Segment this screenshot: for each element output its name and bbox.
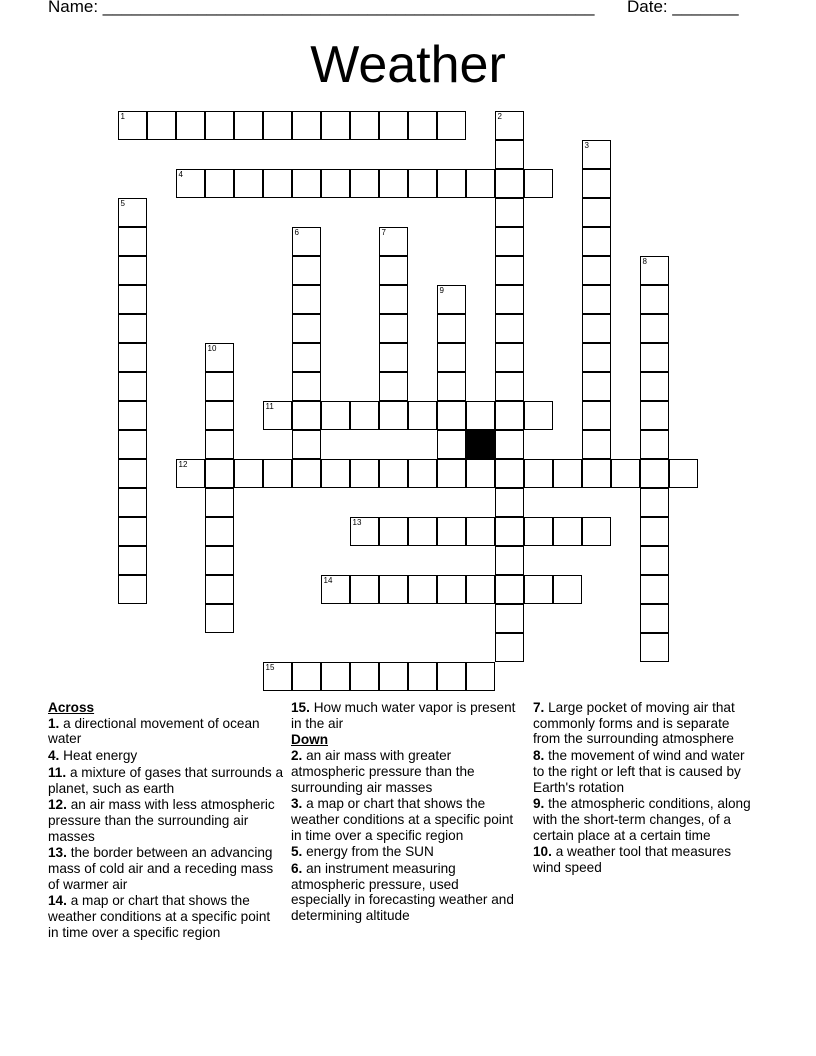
cell-number: 8 [642,256,647,266]
crossword-block [466,430,495,459]
clue-text: How much water vapor is present in the air [291,700,516,731]
crossword-cell[interactable] [118,575,147,604]
crossword-cell[interactable] [118,314,147,343]
clue-column-1 [48,700,284,942]
crossword-cell[interactable] [379,256,408,285]
crossword-cell[interactable] [495,256,524,285]
clue-text: an air mass with less atmospheric pressure than the surrounding air masses [48,797,275,844]
crossword-cell[interactable] [379,169,408,198]
crossword-cell[interactable] [379,662,408,691]
crossword-cell[interactable] [640,488,669,517]
clue-number: 14. [48,893,67,909]
crossword-cell[interactable] [437,662,466,691]
clue-text: an instrument measuring atmospheric pressure, used especially in forecasting weather and determining altitude [291,861,514,924]
crossword-cell[interactable] [437,401,466,430]
crossword-cell[interactable] [466,662,495,691]
crossword-cell[interactable] [350,662,379,691]
crossword-cell[interactable] [437,169,466,198]
crossword-cell[interactable] [466,169,495,198]
crossword-cell[interactable] [379,314,408,343]
crossword-cell[interactable] [292,169,321,198]
crossword-cell[interactable] [553,459,582,488]
crossword-cell[interactable] [292,227,321,256]
crossword-cell[interactable] [495,459,524,488]
crossword-cell[interactable] [524,575,553,604]
crossword-cell[interactable] [379,459,408,488]
crossword-cell[interactable] [205,488,234,517]
cell-number: 13 [352,517,362,527]
crossword-cell[interactable] [118,430,147,459]
crossword-cell[interactable] [408,575,437,604]
clue-across-1 [48,716,284,747]
crossword-cell[interactable] [495,285,524,314]
crossword-cell[interactable] [350,517,379,546]
crossword-cell[interactable] [495,169,524,198]
crossword-cell[interactable] [118,343,147,372]
crossword-cell[interactable] [495,111,524,140]
clue-text: a mixture of gases that surrounds a planet, such as earth [48,764,284,796]
crossword-cell[interactable] [640,517,669,546]
clue-column-2 [291,700,521,925]
crossword-cell[interactable] [292,111,321,140]
clue-number: 7. [533,700,545,715]
crossword-cell[interactable] [321,575,350,604]
crossword-cell[interactable] [379,227,408,256]
crossword-cell[interactable] [118,198,147,227]
crossword-cell[interactable] [292,343,321,372]
crossword-cell[interactable] [495,140,524,169]
crossword-cell[interactable] [495,372,524,401]
clue-text: a map or chart that shows the weather conditions at a specific point in time over a specific region [48,893,271,940]
crossword-cell[interactable] [379,575,408,604]
crossword-cell[interactable] [669,459,698,488]
crossword-cell[interactable] [263,169,292,198]
cell-number: 6 [294,227,299,237]
clue-number: 6. [291,861,303,877]
crossword-cell[interactable] [234,111,263,140]
crossword-cell[interactable] [640,285,669,314]
crossword-cell[interactable] [350,111,379,140]
across-heading: Across [48,700,95,715]
crossword-cell[interactable] [321,111,350,140]
crossword-cell[interactable] [118,227,147,256]
crossword-cell[interactable] [437,575,466,604]
crossword-cell[interactable] [466,517,495,546]
clue-across-13 [48,845,284,892]
crossword-cell[interactable] [292,459,321,488]
crossword-cell[interactable] [205,372,234,401]
crossword-cell[interactable] [640,633,669,662]
crossword-cell[interactable] [495,227,524,256]
crossword-cell[interactable] [321,169,350,198]
crossword-cell[interactable] [234,169,263,198]
page-title: Weather [310,36,506,94]
clue-down-8 [533,748,755,795]
clue-number: 12. [48,797,67,813]
crossword-cell[interactable] [292,285,321,314]
crossword-cell[interactable] [292,662,321,691]
clue-across-14 [48,893,284,940]
crossword-cell[interactable] [321,662,350,691]
cell-number: 10 [207,343,217,353]
clue-text: Large pocket of moving air that commonly forms and is separate from the surrounding atmosphere [533,700,735,747]
clue-number: 5. [291,844,303,860]
crossword-cell[interactable] [437,430,466,459]
crossword-cell[interactable] [582,198,611,227]
crossword-cell[interactable] [176,459,205,488]
crossword-cell[interactable] [495,430,524,459]
crossword-cell[interactable] [640,256,669,285]
crossword-cell[interactable] [495,517,524,546]
clue-number: 1. [48,715,60,731]
crossword-cell[interactable] [495,401,524,430]
crossword-cell[interactable] [640,372,669,401]
crossword-cell[interactable] [466,459,495,488]
clue-down-9 [533,796,755,843]
down-heading: Down [291,732,328,748]
crossword-cell[interactable] [292,256,321,285]
cell-number: 5 [120,198,125,208]
crossword-cell[interactable] [205,517,234,546]
crossword-cell[interactable] [118,256,147,285]
crossword-cell[interactable] [553,575,582,604]
crossword-cell[interactable] [437,314,466,343]
crossword-cell[interactable] [118,372,147,401]
crossword-cell[interactable] [118,517,147,546]
clue-down-7 [533,700,755,747]
crossword-cell[interactable] [582,140,611,169]
crossword-cell[interactable] [118,546,147,575]
crossword-cell[interactable] [408,111,437,140]
clue-column-3 [533,700,755,877]
crossword-cell[interactable] [205,111,234,140]
clue-number: 11. [48,764,67,780]
crossword-cell[interactable] [495,198,524,227]
crossword-cell[interactable] [118,285,147,314]
crossword-cell[interactable] [582,314,611,343]
crossword-cell[interactable] [118,401,147,430]
clue-text: a directional movement of ocean water [48,715,260,747]
crossword-cell[interactable] [118,488,147,517]
crossword-cell[interactable] [263,401,292,430]
cell-number: 9 [439,285,444,295]
clue-down-10 [533,844,755,875]
crossword-cell[interactable] [350,575,379,604]
crossword-cell[interactable] [437,285,466,314]
clue-number: 13. [48,845,67,861]
crossword-cell[interactable] [408,169,437,198]
cell-number: 3 [584,140,589,150]
clue-number: 3. [291,796,303,812]
crossword-cell[interactable] [118,111,147,140]
crossword-cell[interactable] [205,401,234,430]
clue-number: 10. [533,844,552,860]
crossword-cell[interactable] [437,343,466,372]
cell-number: 2 [497,111,502,121]
crossword-cell[interactable] [350,169,379,198]
crossword-cell[interactable] [350,459,379,488]
clue-down-3 [291,796,521,843]
cell-number: 15 [265,662,275,672]
crossword-cell[interactable] [495,546,524,575]
crossword-cell[interactable] [582,372,611,401]
crossword-cell[interactable] [582,401,611,430]
crossword-cell[interactable] [379,111,408,140]
crossword-cell[interactable] [524,401,553,430]
crossword-cell[interactable] [640,430,669,459]
crossword-cell[interactable] [495,314,524,343]
clue-text: Heat energy [63,748,138,764]
crossword-cell[interactable] [205,459,234,488]
crossword-cell[interactable] [495,343,524,372]
crossword-cell[interactable] [495,604,524,633]
clue-number: 2. [291,748,303,764]
crossword-cell[interactable] [379,343,408,372]
crossword-cell[interactable] [379,401,408,430]
crossword-cell[interactable] [582,227,611,256]
crossword-cell[interactable] [205,343,234,372]
crossword-cell[interactable] [582,430,611,459]
name-field[interactable]: Name: ____________________________________________________ [48,0,595,16]
crossword-cell[interactable] [437,372,466,401]
crossword-cell[interactable] [205,604,234,633]
crossword-cell[interactable] [292,372,321,401]
crossword-cell[interactable] [205,169,234,198]
clue-down-5 [291,844,521,860]
crossword-cell[interactable] [263,662,292,691]
clue-text: a weather tool that measures wind speed [533,844,731,876]
crossword-cell[interactable] [205,430,234,459]
crossword-cell[interactable] [466,575,495,604]
crossword-cell[interactable] [640,314,669,343]
crossword-cell[interactable] [524,169,553,198]
crossword-cell[interactable] [640,575,669,604]
clue-number: 8. [533,748,545,764]
crossword-cell[interactable] [640,401,669,430]
crossword-cell[interactable] [582,343,611,372]
crossword-cell[interactable] [292,430,321,459]
crossword-cell[interactable] [495,633,524,662]
clue-number: 4. [48,748,60,764]
crossword-cell[interactable] [292,314,321,343]
date-field[interactable]: Date: _______ [627,0,739,16]
clue-text: a map or chart that shows the weather conditions at a specific point in time over a specific region [291,796,514,843]
cell-number: 4 [178,169,183,179]
clue-number: 9. [533,796,545,812]
clue-text: the border between an advancing mass of cold air and a receding mass of warmer air [48,845,274,892]
crossword-cell[interactable] [495,488,524,517]
clue-text: the atmospheric conditions, along with the short-term changes, of a certain place at a certain time [533,796,751,843]
cell-number: 7 [381,227,386,237]
crossword-cell[interactable] [234,459,263,488]
crossword-cell[interactable] [640,343,669,372]
crossword-cell[interactable] [147,111,176,140]
crossword-cell[interactable] [379,372,408,401]
crossword-cell[interactable] [292,401,321,430]
crossword-cell[interactable] [205,546,234,575]
clue-across-4 [48,748,284,764]
crossword-cell[interactable] [176,169,205,198]
crossword-cell[interactable] [582,459,611,488]
crossword-cell[interactable] [118,459,147,488]
clue-text: energy from the SUN [306,844,434,860]
crossword-cell[interactable] [582,285,611,314]
crossword-cell[interactable] [321,401,350,430]
crossword-cell[interactable] [611,459,640,488]
crossword-cell[interactable] [466,401,495,430]
crossword-cell[interactable] [263,111,292,140]
crossword-cell[interactable] [263,459,292,488]
crossword-cell[interactable] [582,517,611,546]
crossword-cell[interactable] [640,459,669,488]
crossword-cell[interactable] [408,401,437,430]
crossword-cell[interactable] [408,517,437,546]
cell-number: 14 [323,575,333,585]
crossword-cell[interactable] [437,517,466,546]
cell-number: 1 [120,111,125,121]
clue-text: the movement of wind and water to the right or left that is caused by Earth's rotation [533,748,745,795]
clue-number: 15. [291,700,310,715]
clue-across-15 [291,700,521,731]
crossword-cell[interactable] [379,517,408,546]
crossword-cell[interactable] [640,604,669,633]
crossword-cell[interactable] [640,546,669,575]
crossword-cell[interactable] [437,111,466,140]
crossword-cell[interactable] [176,111,205,140]
crossword-cell[interactable] [408,662,437,691]
crossword-cell[interactable] [524,459,553,488]
crossword-cell[interactable] [582,256,611,285]
clue-down-6 [291,861,521,924]
cell-number: 11 [265,401,274,411]
crossword-cell[interactable] [437,459,466,488]
crossword-cell[interactable] [524,517,553,546]
crossword-cell[interactable] [495,575,524,604]
crossword-cell[interactable] [408,459,437,488]
crossword-cell[interactable] [350,401,379,430]
crossword-cell[interactable] [553,517,582,546]
clue-down-2 [291,748,521,795]
crossword-cell[interactable] [321,459,350,488]
crossword-cell[interactable] [379,285,408,314]
cell-number: 12 [178,459,188,469]
crossword-cell[interactable] [205,575,234,604]
clue-across-11 [48,765,284,796]
clue-text: an air mass with greater atmospheric pressure than the surrounding air masses [291,748,475,795]
clue-across-12 [48,797,284,844]
crossword-cell[interactable] [582,169,611,198]
